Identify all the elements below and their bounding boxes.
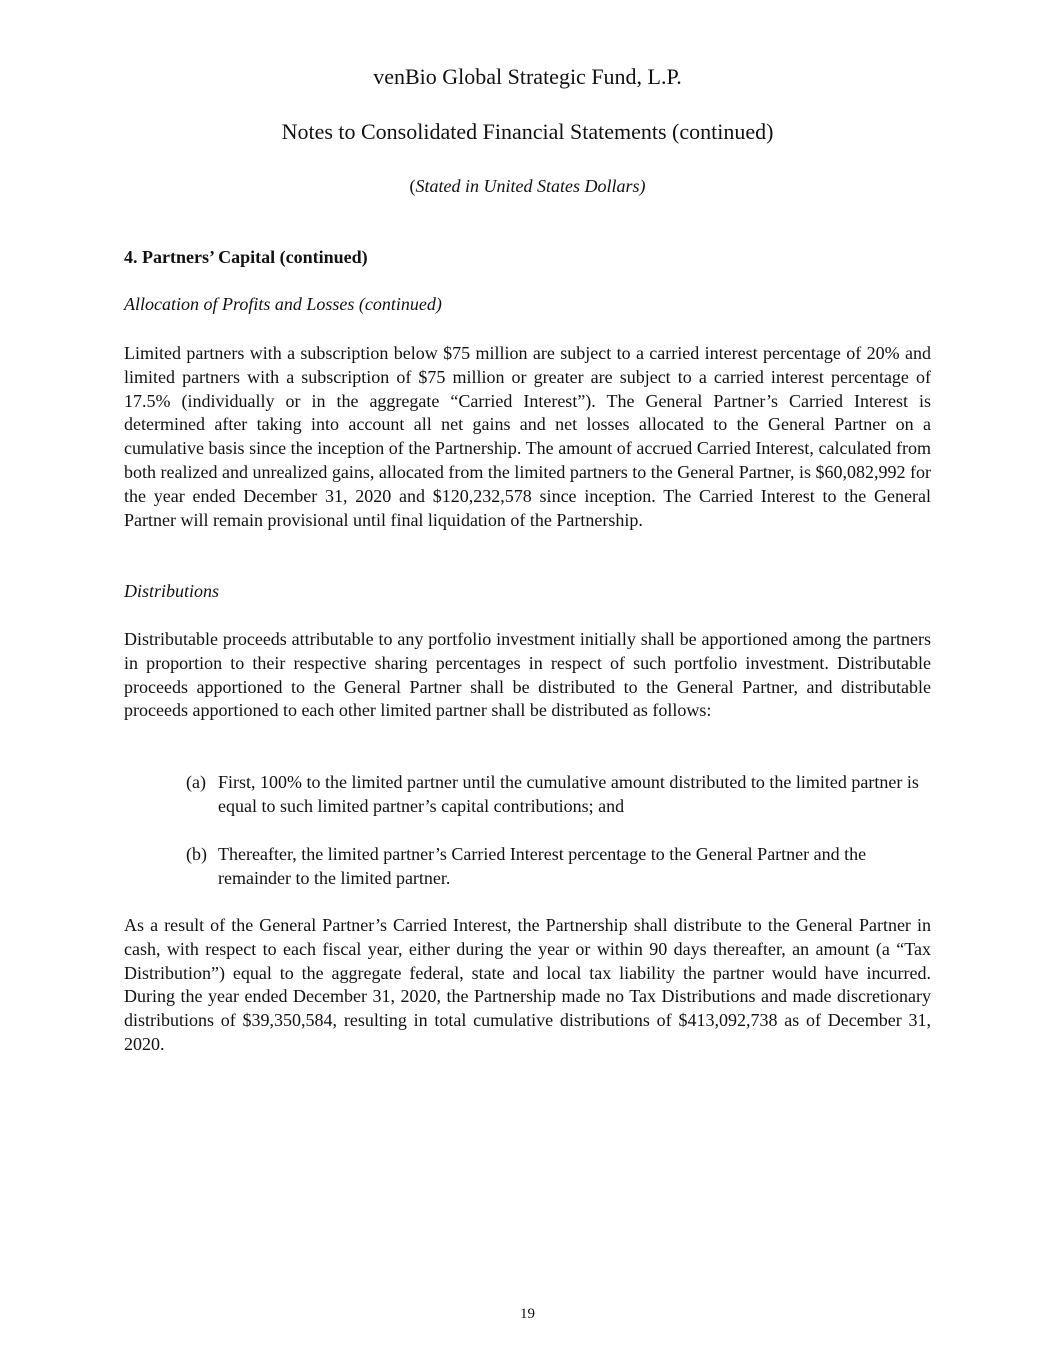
distribution-list-item <box>186 843 931 891</box>
tax-distribution-paragraph: As a result of the General Partner’s Carried Interest, the Partnership shall distribute to the General Partner in cash, with respect to each fiscal year, either during the year or within 90 days thereafter, an amount (a “Tax Distribution”) equal to the aggregate federal, state and local tax liability the partner would have incurred. During the year ended December 31, 2020, the Partnership made no Tax Distributions and made discretionary distributions of $39,350,584, resulting in total cumulative distributions of $413,092,738 as of December 31, 2020. <box>124 915 931 1054</box>
fund-name: venBio Global Strategic Fund, L.P. <box>373 64 682 89</box>
notes-title: Notes to Consolidated Financial Statements (continued) <box>281 119 774 144</box>
allocation-subheading: Allocation of Profits and Losses (continued) <box>124 294 442 314</box>
distributions-paragraph: Distributable proceeds attributable to any portfolio investment initially shall be apportioned among the partners in proportion to their respective sharing percentages in respect of such portfolio investment. Distributable proceeds apportioned to the General Partner shall be distributed to the General Partner, and distributable proceeds apportioned to each other limited partner shall be distributed as follows: <box>124 629 931 721</box>
allocation-paragraph: Limited partners with a subscription below $75 million are subject to a carried interest percentage of 20% and limited partners with a subscription of $75 million or greater are subject to a carried interest percentage of 17.5% (individually or in the aggregate “Carried Interest”). The General Partner’s Carried Interest is determined after taking into account all net gains and net losses allocated to the General Partner on a cumulative basis since the inception of the Partnership. The amount of accrued Carried Interest, calculated from both realized and unrealized gains, allocated from the limited partners to the General Partner, is $60,082,992 for the year ended December 31, 2020 and $120,232,578 since inception. The Carried Interest to the General Partner will remain provisional until final liquidation of the Partnership. <box>124 343 932 530</box>
list-item-text: Thereafter, the limited partner’s Carried Interest percentage to the General Partner and the remainder to the limited partner. <box>218 844 867 888</box>
distribution-list-item <box>186 771 931 819</box>
distributions-subheading: Distributions <box>124 581 220 601</box>
currency-note <box>0 174 1055 198</box>
page-number: 19 <box>520 1306 535 1322</box>
currency-note-open-paren: ( <box>409 176 416 196</box>
list-marker: (a) <box>186 772 206 792</box>
list-item-text: First, 100% to the limited partner until the cumulative amount distributed to the limited partner is equal to such limited partner’s capital contributions; and <box>218 772 919 816</box>
currency-note-text: Stated in United States Dollars) <box>415 176 646 196</box>
list-marker: (b) <box>186 844 207 864</box>
section-heading: 4. Partners’ Capital (continued) <box>124 247 368 267</box>
